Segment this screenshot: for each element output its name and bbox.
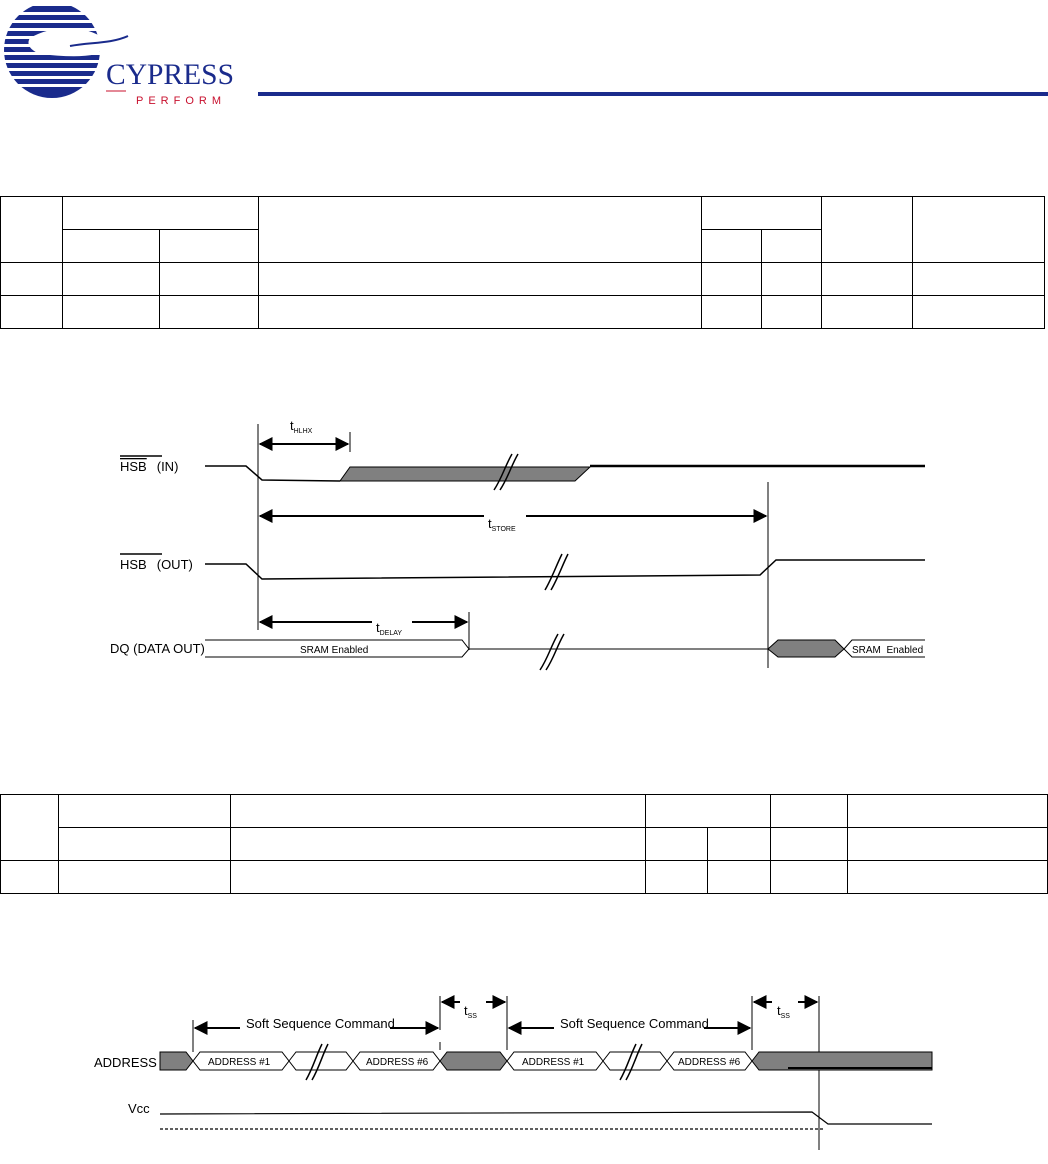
table-cell (230, 828, 646, 861)
table-row (1, 861, 1048, 894)
table-cell (646, 828, 708, 861)
table-cell (848, 795, 1048, 828)
t-store-label: $t_{STORE}$ (488, 516, 516, 533)
hsb-out-waveform (205, 560, 925, 579)
t-hlhx-label: $t_{HLHX}$ (290, 418, 313, 435)
table-header-row (1, 197, 1045, 230)
address-dont-care (440, 1052, 507, 1070)
t-ss-label-2: $t_{SS}$ (777, 1003, 790, 1020)
table-cell (62, 263, 159, 296)
header-rule (258, 92, 1048, 96)
break-mark-icon (540, 634, 564, 670)
address-6-label-b: ADDRESS #6 (678, 1057, 741, 1068)
table-cell (913, 263, 1045, 296)
table-cell (771, 795, 848, 828)
table-cell (913, 296, 1045, 329)
table-cell (822, 263, 913, 296)
table-cell (708, 861, 771, 894)
address-6-label: ADDRESS #6 (366, 1057, 429, 1068)
table-cell (762, 296, 822, 329)
table-cell (771, 828, 848, 861)
brand-tagline: PERFORM (136, 95, 226, 106)
table-cell (159, 296, 258, 329)
table-cell (1, 263, 63, 296)
table-cell (1, 795, 59, 861)
table-cell (702, 296, 762, 329)
table-cell (58, 861, 230, 894)
table-cell (913, 197, 1045, 263)
hsb-in-label: HSB (IN) (120, 459, 179, 474)
table-cell (258, 296, 702, 329)
cypress-logo (0, 6, 250, 106)
break-mark-icon (306, 1044, 328, 1080)
brand-name: CYPRESS (106, 58, 234, 91)
table-cell (58, 795, 230, 828)
table-cell (708, 828, 771, 861)
soft-sequence-diagram (0, 1000, 1048, 1164)
table-cell (258, 263, 702, 296)
table-cell (702, 197, 822, 230)
table-cell (771, 861, 848, 894)
address-1-label-b: ADDRESS #1 (522, 1057, 585, 1068)
ac-timing-table-1 (0, 196, 1045, 329)
t-ss-label-1: $t_{SS}$ (464, 1003, 477, 1020)
table-cell (62, 197, 258, 230)
address-label: ADDRESS (94, 1055, 157, 1070)
address-1-label: ADDRESS #1 (208, 1057, 271, 1068)
table-cell (62, 296, 159, 329)
table-cell (1, 296, 63, 329)
table-cell (822, 296, 913, 329)
table-cell (159, 263, 258, 296)
table-cell (702, 263, 762, 296)
soft-seq-label-2: Soft Sequence Command (560, 1016, 709, 1031)
break-mark-icon (545, 554, 568, 590)
vcc-waveform (160, 1112, 932, 1124)
table-cell (762, 230, 822, 263)
break-mark-icon (620, 1044, 642, 1080)
t-delay-label: $t_{DELAY}$ (376, 620, 403, 637)
hsb-in-waveform (205, 466, 340, 481)
sram-enabled-label-1: SRAM Enabled (300, 645, 369, 656)
table-row (1, 263, 1045, 296)
table-row (1, 296, 1045, 329)
table-cell (159, 230, 258, 263)
table-header-row (1, 795, 1048, 828)
table-cell (58, 828, 230, 861)
table-cell (702, 230, 762, 263)
ac-timing-table-2 (0, 794, 1048, 894)
table-cell (230, 861, 646, 894)
table-cell (1, 861, 59, 894)
hsb-timing-diagram (0, 420, 1048, 680)
table-cell (258, 197, 702, 263)
dq-label: DQ (DATA OUT) (110, 641, 205, 656)
table-cell (646, 795, 771, 828)
table-cell (762, 263, 822, 296)
hsb-in-dont-care (340, 467, 590, 481)
table-cell (62, 230, 159, 263)
address-dont-care (160, 1052, 193, 1070)
soft-seq-label-1: Soft Sequence Command (246, 1016, 395, 1031)
table-cell (1, 197, 63, 263)
table-cell (230, 795, 646, 828)
table-cell (848, 861, 1048, 894)
table-cell (848, 828, 1048, 861)
table-cell (822, 197, 913, 263)
hsb-out-label: HSB (OUT) (120, 557, 193, 572)
dq-transition (768, 640, 844, 657)
vcc-label: Vcc (128, 1101, 150, 1116)
table-cell (646, 861, 708, 894)
sram-enabled-label-2: SRAM Enabled (852, 645, 924, 656)
table-header-row (1, 828, 1048, 861)
